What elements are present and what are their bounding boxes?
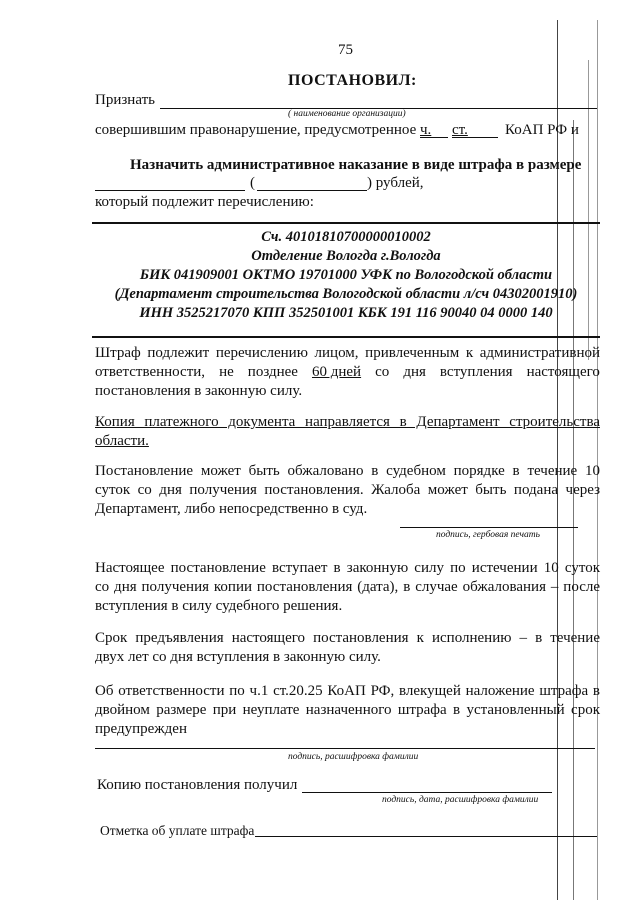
payable-text: который подлежит перечислению: [95,194,314,210]
signature-stamp-line[interactable] [400,527,578,528]
fine-transfer-word: не [219,364,234,380]
fine-transfer-word: настоящего [526,364,600,380]
fine-transfer-line-1: Штраф подлежит перечислению лицом, привлеченным к административной [95,345,600,361]
amount-open-paren: ( [250,175,255,191]
page-number: 75 [338,42,353,58]
bank-department: (Департамент строительства Вологодской области л/сч 04302001910) [114,286,578,302]
copy-notice-line-2: области. [95,433,149,449]
copy-received-label: Копию постановления получил [97,777,298,793]
copy-received-line[interactable] [302,792,552,793]
offense-prefix: совершившим правонарушение, предусмотренное [95,122,417,138]
payment-mark-label: Отметка об уплате штрафа [100,823,255,838]
fine-transfer-word: ответственности, [95,364,206,380]
warned-signature-line[interactable] [95,748,595,749]
part-field-line[interactable] [420,137,448,138]
fine-transfer-word: дня [403,364,426,380]
copy-notice-line-1: Копия платежного документа направляется в Департамент строительства [95,414,600,430]
enforcement-line-2: двух лет со дня вступления в законную силу. [95,649,381,665]
bank-account: Сч. 40101810700000010002 [261,229,431,245]
fine-transfer-word: позднее [247,364,298,380]
effective-line-3: вступления в силу судебного решения. [95,598,343,614]
copy-received-caption: подпись, дата, расшифровка фамилии [382,795,539,805]
fine-transfer-deadline: 60 дней [311,364,362,380]
penalty-heading: Назначить административное наказание в виде штрафа в размере [130,157,582,173]
fine-transfer-line-3: постановления в законную силу. [95,383,303,399]
recognize-label: Признать [95,92,155,108]
offense-suffix: КоАП РФ и [505,122,579,138]
bank-inn-kpp-kbk: ИНН 3525217070 КПП 352501001 КБК 191 116 90040 04 0000 140 [139,305,553,321]
article-field-line[interactable] [452,137,498,138]
bank-branch: Отделение Вологда г.Вологда [251,248,441,264]
warned-signature-caption: подпись, расшифровка фамилии [288,752,419,762]
signature-stamp-caption: подпись, гербовая печать [436,530,540,540]
amount-suffix: ) рублей, [367,175,424,191]
offense-part: ч. [420,122,432,138]
offense-article: ст. [452,122,468,138]
liability-line-1: Об ответственности по ч.1 ст.20.25 КоАП РФ, влекущей наложение штрафа в [95,683,600,699]
bank-bik-oktmo: БИК 041909001 ОКТМО 19701000 УФК по Вологодской области [139,267,553,283]
enforcement-line-1: Срок предъявления настоящего постановления к исполнению – в течение [95,630,600,646]
payment-mark-line[interactable] [255,836,597,837]
appeal-line-1: Постановление может быть обжаловано в судебном порядке в течение 10 [95,463,600,479]
scan-artifact-line [597,20,598,900]
liability-line-3: предупрежден [95,721,187,737]
effective-line-2: со дня получения копии постановления (дата), в случае обжалования – после [95,579,600,595]
bank-details-box [92,222,600,338]
organization-caption: ( наименование организации) [288,109,406,119]
fine-transfer-line-2 [95,364,600,381]
amount-digits-line[interactable] [95,190,245,191]
fine-transfer-word: вступления [439,364,513,380]
scan-artifact-line [557,20,558,900]
appeal-line-3: Департамент, либо непосредственно в суд. [95,501,368,517]
appeal-line-2: суток со дня получения постановления. Жалоба может быть подана через [95,482,600,498]
page-heading: ПОСТАНОВИЛ: [288,72,417,89]
fine-transfer-word: со [375,364,390,380]
effective-line-1: Настоящее постановление вступает в законную силу по истечении 10 суток [95,560,600,576]
liability-line-2: двойном размере при неуплате назначенного штрафа в установленный срок [95,702,600,718]
amount-words-line[interactable] [257,190,367,191]
